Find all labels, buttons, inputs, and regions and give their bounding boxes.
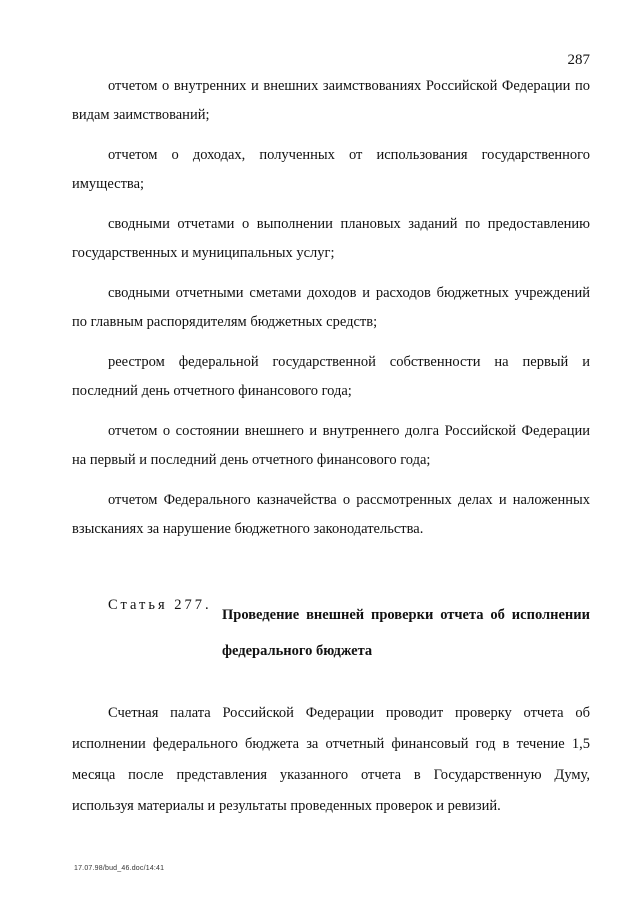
list-item: отчетом о внутренних и внешних заимствованиях Российской Федерации по видам заимствований; — [72, 78, 590, 123]
list-item: сводными отчетами о выполнении плановых заданий по предоставлению государственных и муниципальных услуг; — [72, 216, 590, 261]
list-item: отчетом Федерального казначейства о рассмотренных делах и наложенных взысканиях за нарушение бюджетного законодательства. — [72, 492, 590, 537]
list-item: отчетом о доходах, полученных от использования государственного имущества; — [72, 147, 590, 192]
report-list — [72, 72, 590, 555]
list-item: отчетом о состоянии внешнего и внутреннего долга Российской Федерации на первый и последний день отчетного финансового года; — [72, 423, 590, 468]
list-item: сводными отчетными сметами доходов и расходов бюджетных учреждений по главным распорядителям бюджетных средств; — [72, 285, 590, 330]
article-body — [72, 698, 590, 822]
list-item: реестром федеральной государственной собственности на первый и последний день отчетного финансового года; — [72, 354, 590, 399]
article-label: Статья 277. — [108, 597, 212, 613]
footer-file-stamp: 17.07.98/bud_46.doc/14:41 — [74, 865, 165, 872]
page-number: 287 — [567, 52, 590, 68]
body-paragraph: Счетная палата Российской Федерации проводит проверку отчета об исполнении федерального бюджета за отчетный финансовый год в течение 1,5 месяца после представления указанного отчета в Государственную Думу, используя материалы и результаты проведенных проверок и ревизий. — [72, 705, 590, 814]
article-title: Проведение внешней проверки отчета об исполнении федерального бюджета — [222, 607, 590, 659]
